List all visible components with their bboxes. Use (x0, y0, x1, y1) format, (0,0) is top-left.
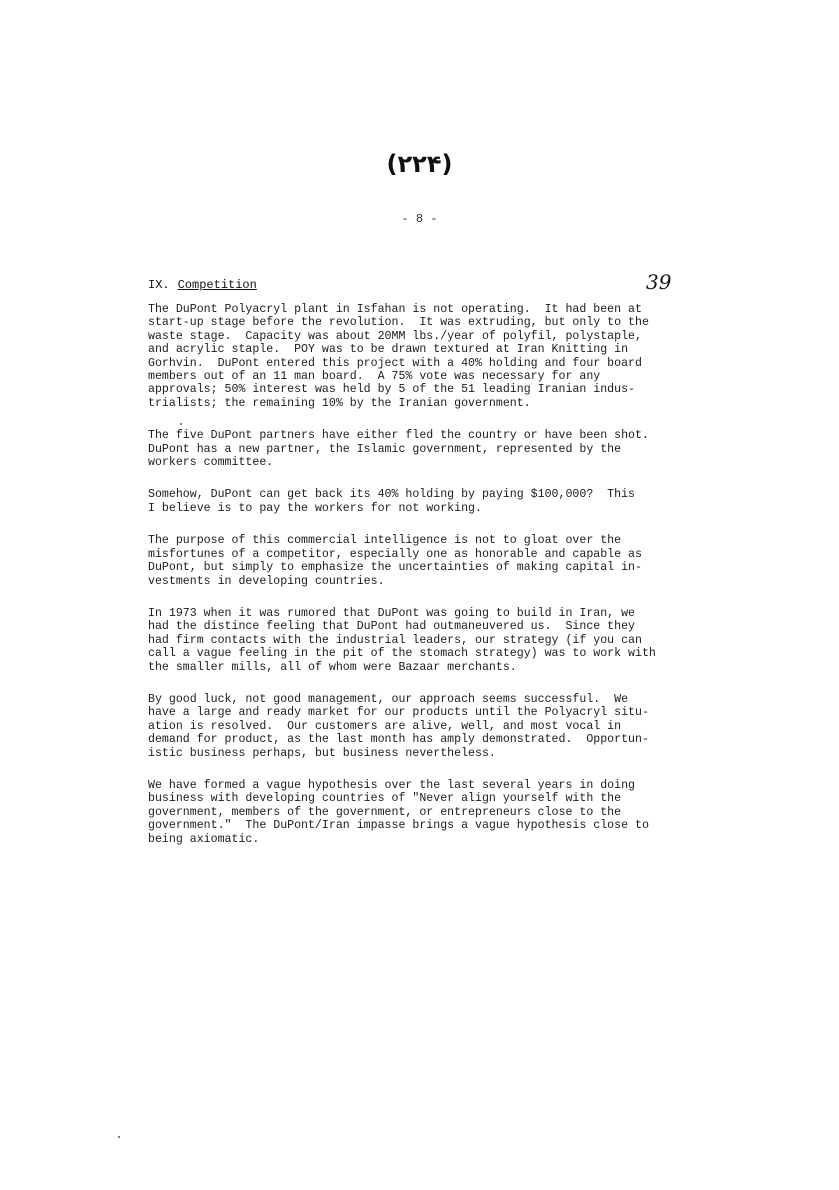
text-line: have a large and ready market for our products until the Polyacryl situ- (148, 706, 649, 720)
body-text (148, 303, 688, 865)
text-line: had the distince feeling that DuPont had outmaneuvered us. Since they (148, 620, 636, 634)
paragraph (148, 488, 688, 515)
scan-speck (118, 1136, 120, 1138)
paragraph (148, 429, 688, 469)
text-line: In 1973 when it was rumored that DuPont was going to build in Iran, we (148, 606, 636, 620)
section-heading (148, 278, 257, 292)
text-line: The five DuPont partners have either fled the country or have been shot. (148, 429, 649, 443)
text-line: demand for product, as the last month has amply demonstrated. Opportun- (148, 733, 649, 747)
text-line: Gorhvin. DuPont entered this project with a 40% holding and four board (148, 356, 642, 370)
text-line: approvals; 50% interest was held by 5 of the 51 leading Iranian indus- (148, 383, 636, 397)
text-line: vestments in developing countries. (148, 574, 385, 588)
text-line: business with developing countries of "Never align yourself with the (148, 792, 622, 806)
text-line: DuPont, but simply to emphasize the uncertainties of making capital in- (148, 561, 642, 575)
text-line: waste stage. Capacity was about 20MM lbs./year of polyfil, polystaple, (148, 329, 642, 343)
handwritten-page-number: 39 (646, 270, 672, 294)
page-number: - 8 - (401, 212, 438, 226)
archive-page-number: (۲۲۴) (386, 150, 453, 178)
text-line: start-up stage before the revolution. It was extruding, but only to the (148, 316, 649, 330)
text-line: istic business perhaps, but business nevertheless. (148, 746, 496, 760)
paragraph (148, 303, 688, 410)
text-line: call a vague feeling in the pit of the stomach strategy) was to work with (148, 647, 656, 661)
text-line: I believe is to pay the workers for not working. (148, 501, 482, 515)
text-line: members out of an 11 man board. A 75% vote was necessary for any (148, 370, 601, 384)
paragraph (148, 693, 688, 760)
text-line: being axiomatic. (148, 832, 260, 846)
text-line: The DuPont Polyacryl plant in Isfahan is not operating. It had been at (148, 303, 642, 316)
text-line: ation is resolved. Our customers are alive, well, and most vocal in (148, 719, 622, 733)
text-line: The purpose of this commercial intelligence is not to gloat over the (148, 534, 622, 548)
text-line: DuPont has a new partner, the Islamic government, represented by the (148, 442, 622, 456)
scan-speck (180, 423, 182, 425)
text-line: By good luck, not good management, our approach seems successful. We (148, 692, 629, 706)
section-title: Competition (177, 278, 257, 292)
text-line: the smaller mills, all of whom were Bazaar merchants. (148, 660, 517, 674)
text-line: misfortunes of a competitor, especially one as honorable and capable as (148, 547, 642, 561)
text-line: Somehow, DuPont can get back its 40% holding by paying $100,000? This (148, 488, 636, 502)
text-line: had firm contacts with the industrial leaders, our strategy (if you can (148, 633, 642, 647)
text-line: workers committee. (148, 456, 274, 470)
section-number: IX. (148, 278, 170, 292)
paragraph (148, 534, 688, 588)
text-line: government, members of the government, or entrepreneurs close to the (148, 805, 622, 819)
text-line: trialists; the remaining 10% by the Iranian government. (148, 396, 531, 410)
text-line: We have formed a vague hypothesis over the last several years in doing (148, 778, 636, 792)
paragraph (148, 607, 688, 674)
paragraph (148, 779, 688, 846)
text-line: government." The DuPont/Iran impasse brings a vague hypothesis close to (148, 819, 649, 833)
text-line: and acrylic staple. POY was to be drawn textured at Iran Knitting in (148, 343, 629, 357)
